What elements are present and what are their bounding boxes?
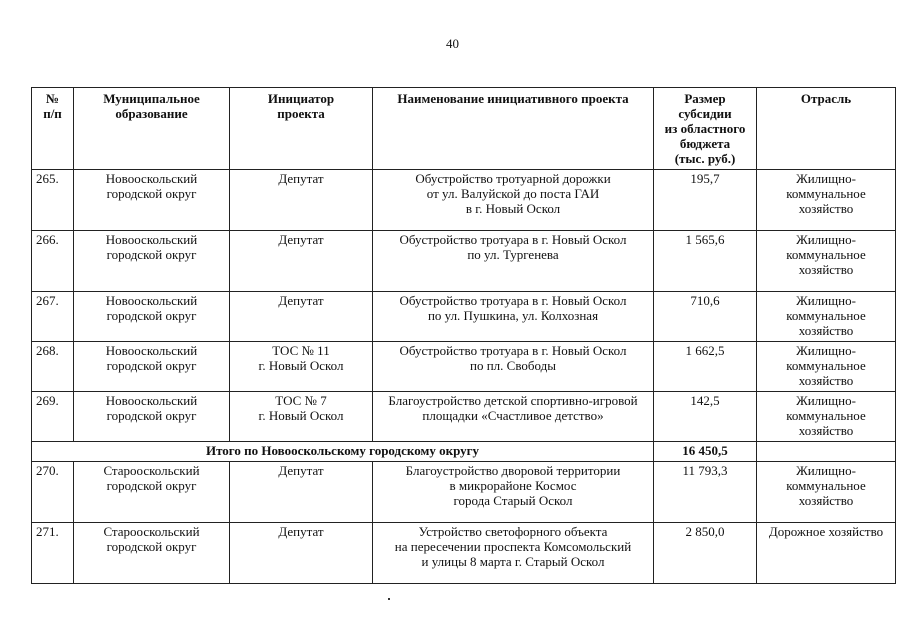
table-row [32, 392, 896, 442]
table-row [32, 170, 896, 231]
table-row [32, 292, 896, 342]
municipality-cell: Новооскольский городской округ [74, 292, 230, 342]
header-industry: Отрасль [757, 88, 896, 170]
municipality-cell: Новооскольский городской округ [74, 231, 230, 292]
project-cell: Обустройство тротуара в г. Новый Оскол по ул. Пушкина, ул. Колхозная [373, 292, 654, 342]
row-number: 269. [32, 392, 74, 442]
project-cell: Обустройство тротуара в г. Новый Оскол по ул. Тургенева [373, 231, 654, 292]
total-empty-cell [757, 442, 896, 462]
amount-cell: 710,6 [654, 292, 757, 342]
initiator-cell: Депутат [230, 170, 373, 231]
amount-cell: 11 793,3 [654, 462, 757, 523]
row-number: 266. [32, 231, 74, 292]
industry-cell: Жилищно- коммунальное хозяйство [757, 342, 896, 392]
amount-cell: 1 565,6 [654, 231, 757, 292]
initiator-cell: Депутат [230, 462, 373, 523]
project-cell: Обустройство тротуарной дорожки от ул. Валуйской до поста ГАИ в г. Новый Оскол [373, 170, 654, 231]
total-row [32, 442, 896, 462]
industry-cell: Жилищно- коммунальное хозяйство [757, 462, 896, 523]
amount-cell: 195,7 [654, 170, 757, 231]
municipality-cell: Новооскольский городской округ [74, 392, 230, 442]
row-number: 270. [32, 462, 74, 523]
initiator-cell: Депутат [230, 231, 373, 292]
table-row [32, 523, 896, 584]
row-number: 271. [32, 523, 74, 584]
table-row [32, 231, 896, 292]
project-cell: Устройство светофорного объекта на пересечении проспекта Комсомольский и улицы 8 марта г. Старый Оскол [373, 523, 654, 584]
row-number: 265. [32, 170, 74, 231]
initiator-cell: ТОС № 11 г. Новый Оскол [230, 342, 373, 392]
initiator-cell: Депутат [230, 523, 373, 584]
amount-cell: 2 850,0 [654, 523, 757, 584]
industry-cell: Жилищно- коммунальное хозяйство [757, 392, 896, 442]
header-project: Наименование инициативного проекта [373, 88, 654, 170]
project-cell: Благоустройство дворовой территории в микрорайоне Космос города Старый Оскол [373, 462, 654, 523]
amount-cell: 142,5 [654, 392, 757, 442]
header-initiator: Инициатор проекта [230, 88, 373, 170]
header-municipality: Муниципальное образование [74, 88, 230, 170]
subsidy-table [31, 87, 896, 584]
table-row [32, 462, 896, 523]
page-number: 40 [446, 36, 459, 51]
municipality-cell: Новооскольский городской округ [74, 342, 230, 392]
row-number: 267. [32, 292, 74, 342]
industry-cell: Жилищно- коммунальное хозяйство [757, 292, 896, 342]
municipality-cell: Новооскольский городской округ [74, 170, 230, 231]
table-row [32, 342, 896, 392]
project-cell: Обустройство тротуара в г. Новый Оскол по пл. Свободы [373, 342, 654, 392]
header-row [32, 88, 896, 170]
municipality-cell: Старооскольский городской округ [74, 462, 230, 523]
total-label: Итого по Новооскольскому городскому округу [32, 442, 654, 462]
amount-cell: 1 662,5 [654, 342, 757, 392]
industry-cell: Жилищно- коммунальное хозяйство [757, 231, 896, 292]
row-number: 268. [32, 342, 74, 392]
industry-cell: Жилищно- коммунальное хозяйство [757, 170, 896, 231]
industry-cell: Дорожное хозяйство [757, 523, 896, 584]
initiator-cell: Депутат [230, 292, 373, 342]
scan-speck [388, 598, 390, 600]
header-amount: Размер субсидии из областного бюджета (тыс. руб.) [654, 88, 757, 170]
project-cell: Благоустройство детской спортивно-игровой площадки «Счастливое детство» [373, 392, 654, 442]
total-amount: 16 450,5 [654, 442, 757, 462]
initiator-cell: ТОС № 7 г. Новый Оскол [230, 392, 373, 442]
municipality-cell: Старооскольский городской округ [74, 523, 230, 584]
header-num: № п/п [32, 88, 74, 170]
